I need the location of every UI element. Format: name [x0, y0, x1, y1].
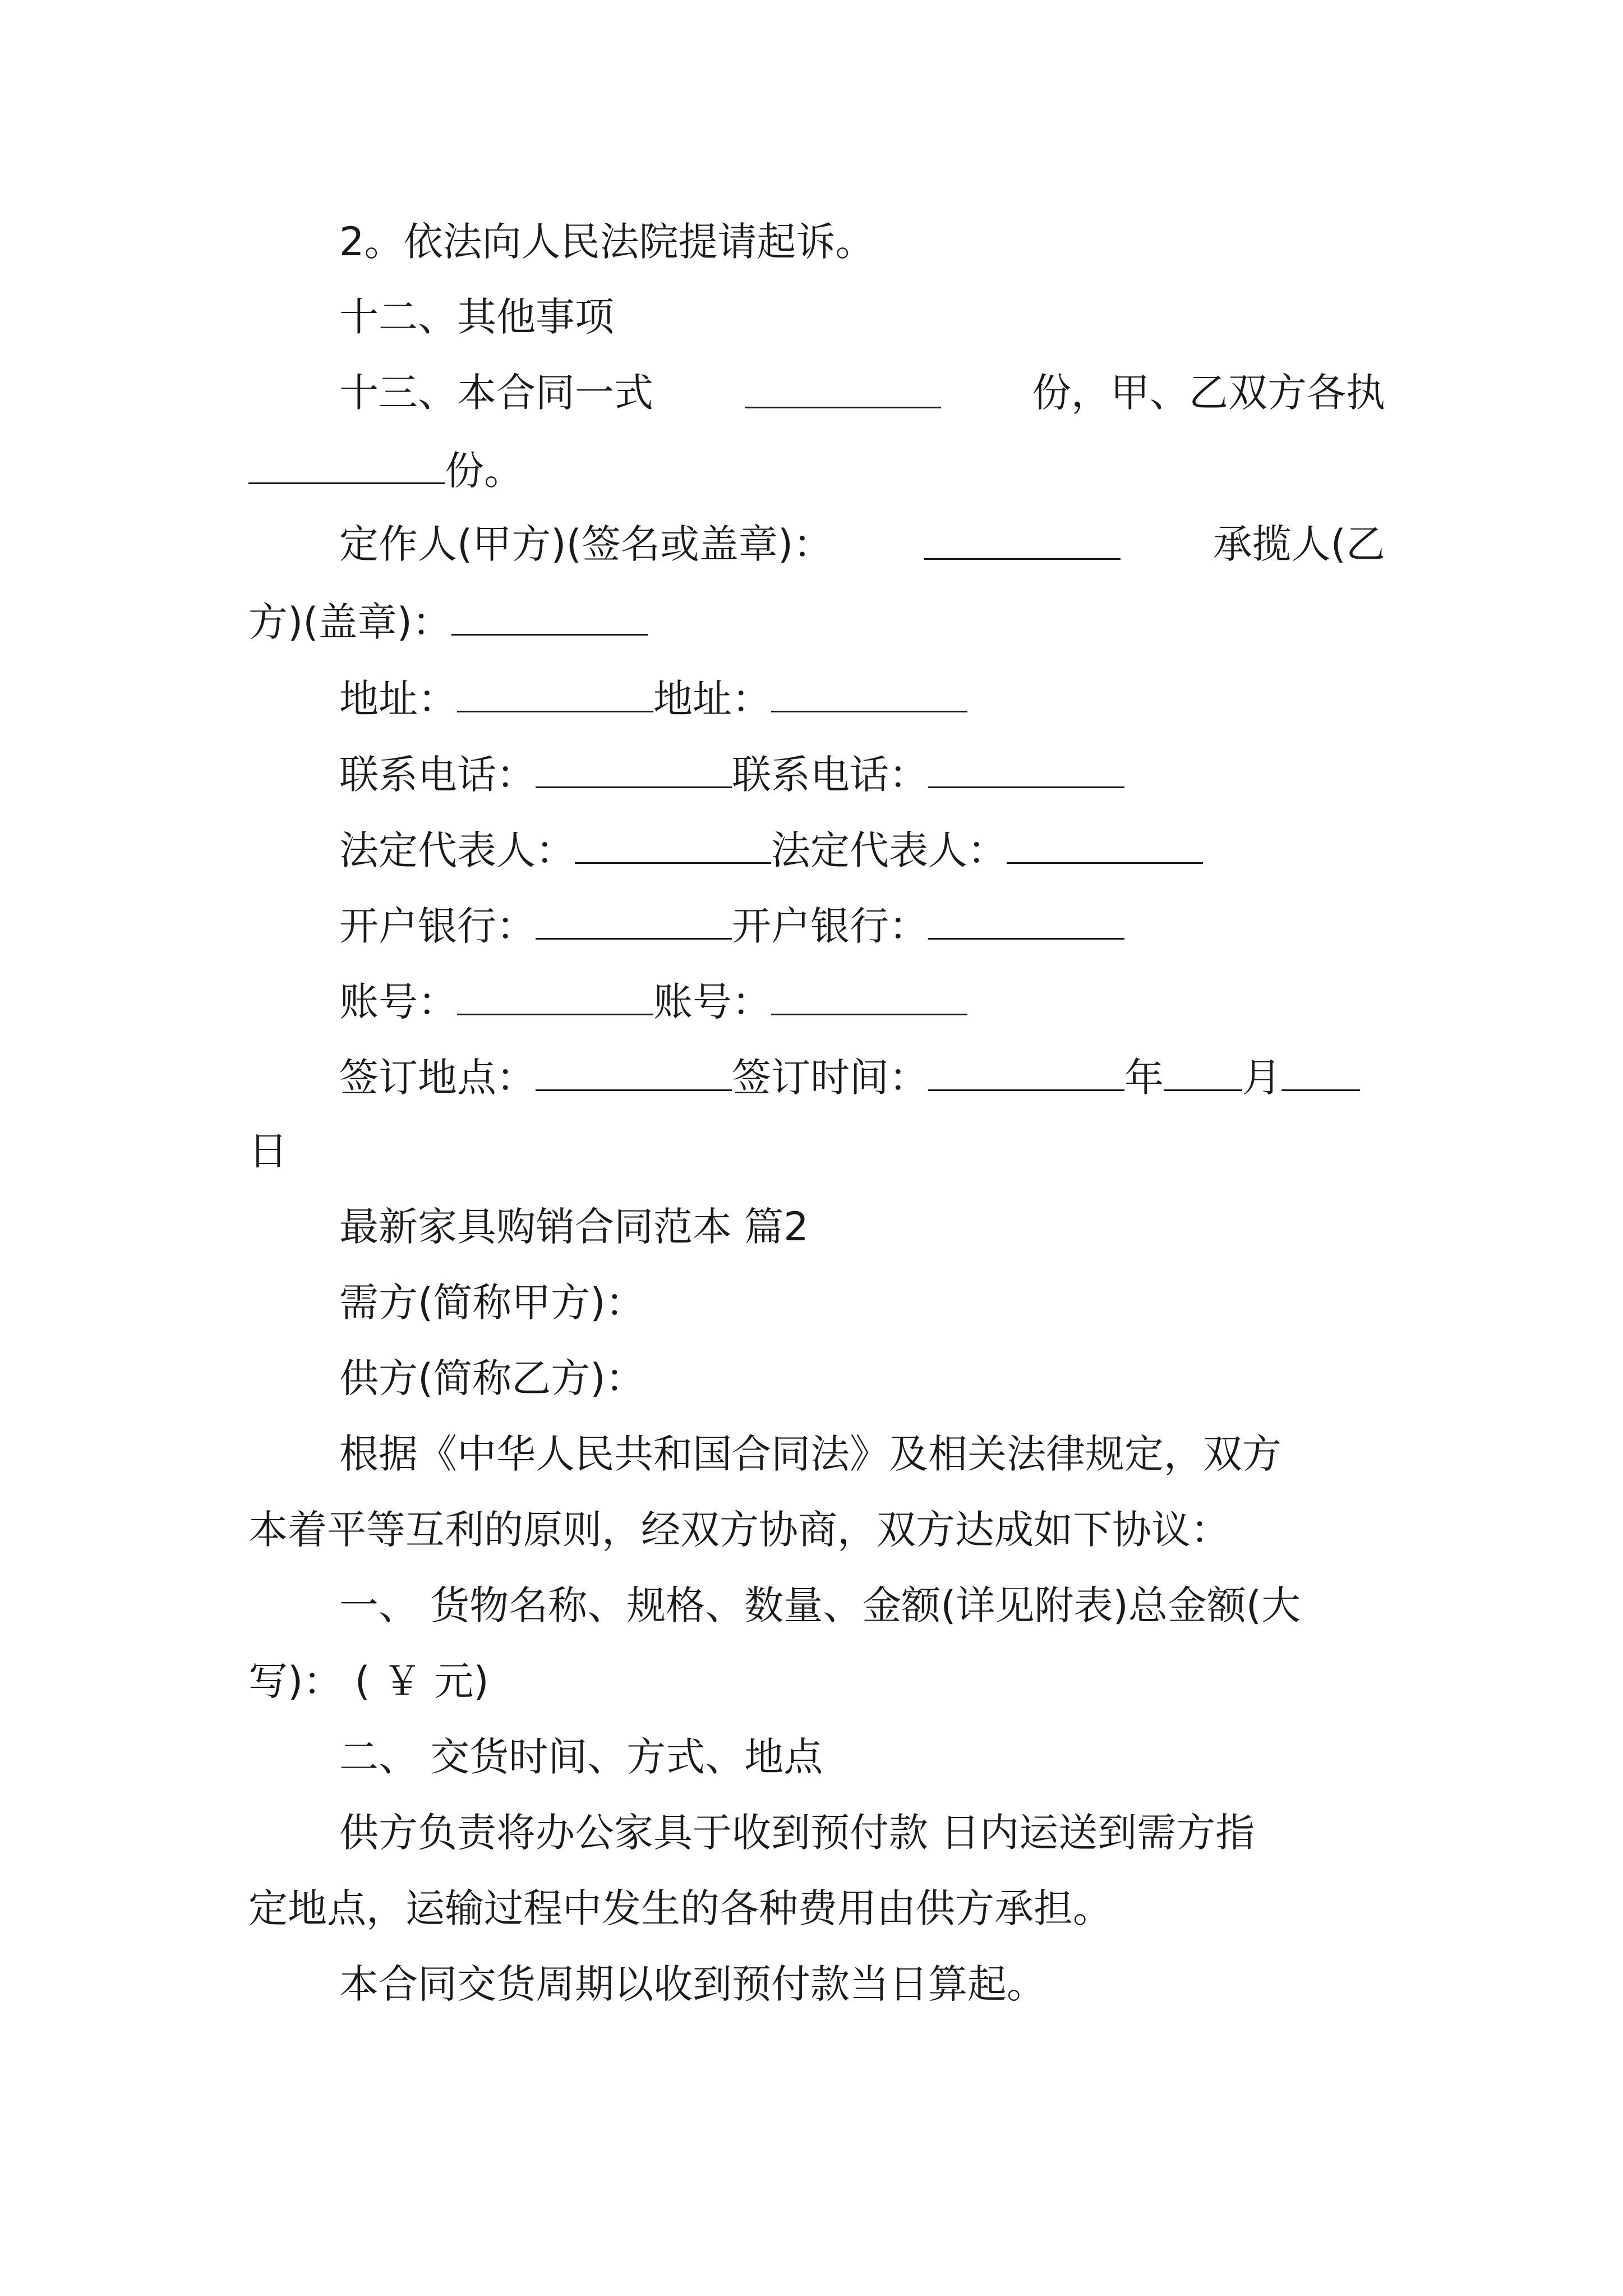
- blank-copies-each[interactable]: [248, 443, 445, 484]
- clause-copies-line: [339, 367, 1385, 418]
- phone-line: [339, 747, 1124, 798]
- blank-address-a[interactable]: [457, 671, 653, 712]
- blank-signing-month[interactable]: [1164, 1050, 1242, 1091]
- text-each-party-holds: 份，甲、乙双方各执: [1032, 370, 1385, 416]
- blank-contractor-seal[interactable]: [451, 595, 648, 636]
- label-seller: 供方(简称乙方)：: [339, 1355, 645, 1401]
- blank-orderer-signature[interactable]: [924, 519, 1121, 560]
- signature-party-line-2: [248, 595, 648, 645]
- text-contractor-seal: 方)(盖章)：: [248, 599, 451, 645]
- address-line: [339, 671, 967, 722]
- blank-address-b[interactable]: [771, 671, 967, 712]
- label-account-a: 账号：: [339, 979, 457, 1025]
- signing-line: [339, 1050, 1360, 1101]
- label-buyer: 需方(简称甲方)：: [339, 1280, 645, 1326]
- blank-signing-place[interactable]: [536, 1050, 732, 1091]
- text-mutual-agreement: 本着平等互利的原则，经双方协商，双方达成如下协议：: [248, 1507, 1230, 1553]
- delivery-cycle-line: [339, 1959, 1046, 2009]
- signature-party-line: [339, 519, 1385, 569]
- text-contract-title-part-2: 最新家具购销合同范本 篇2: [339, 1204, 809, 1250]
- legal-rep-line: [339, 823, 1203, 873]
- text-goods-description: 一、 货物名称、规格、数量、金额(详见附表)总金额(大: [339, 1582, 1301, 1628]
- buyer-line: [339, 1277, 645, 1328]
- label-phone-b: 联系电话：: [732, 752, 928, 798]
- blank-bank-a[interactable]: [536, 899, 732, 940]
- item-1-line-2: [248, 1656, 489, 1706]
- signing-line-2: [248, 1126, 288, 1176]
- text-legal-basis: 根据《中华人民共和国合同法》及相关法律规定，双方: [339, 1431, 1281, 1477]
- label-phone-a: 联系电话：: [339, 752, 536, 798]
- text-dispute-lawsuit: 2。依法向人民法院提请起诉。: [339, 219, 875, 265]
- account-line: [339, 974, 967, 1025]
- label-address-a: 地址：: [339, 676, 457, 722]
- clause-copies-line-2: [248, 443, 523, 494]
- blank-bank-b[interactable]: [928, 899, 1124, 940]
- label-signing-place: 签订地点：: [339, 1055, 536, 1101]
- section-title: [339, 1202, 809, 1252]
- label-bank-a: 开户银行：: [339, 903, 536, 949]
- text-delivery-heading: 二、 交货时间、方式、地点: [339, 1734, 823, 1780]
- text-other-matters: 十二、其他事项: [339, 294, 614, 340]
- label-signing-time: 签订时间：: [732, 1055, 928, 1101]
- delivery-paragraph-line-2: [248, 1883, 1112, 1934]
- blank-account-a[interactable]: [457, 974, 653, 1015]
- bank-line: [339, 899, 1124, 949]
- blank-signing-year[interactable]: [928, 1050, 1124, 1091]
- label-bank-b: 开户银行：: [732, 903, 928, 949]
- blank-copies-total[interactable]: [745, 367, 941, 408]
- label-year: 年: [1124, 1055, 1164, 1101]
- text-contractor-label: 承揽人(乙: [1212, 521, 1385, 567]
- blank-signing-day[interactable]: [1281, 1050, 1360, 1091]
- seller-line: [339, 1353, 645, 1404]
- label-address-b: 地址：: [653, 676, 771, 722]
- blank-account-b[interactable]: [771, 974, 967, 1015]
- item-1-line: [339, 1580, 1385, 1631]
- item-2-heading: [339, 1732, 823, 1782]
- text-delivery-cycle: 本合同交货周期以收到预付款当日算起。: [339, 1961, 1046, 2007]
- text-orderer-signature: 定作人(甲方)(签名或盖章)：: [339, 521, 833, 567]
- text-total-amount: 写)： ( ￥ 元): [248, 1658, 489, 1704]
- text-delivery-terms: 供方负责将办公家具于收到预付款 日内运送到需方指: [339, 1810, 1255, 1856]
- basis-paragraph-line-2: [248, 1504, 1230, 1555]
- label-legal-rep-a: 法定代表人：: [339, 827, 575, 873]
- label-day: 日: [248, 1128, 288, 1174]
- blank-phone-b[interactable]: [928, 747, 1124, 788]
- text-copies-count: 十三、本合同一式: [339, 370, 653, 416]
- delivery-paragraph-line-1: [339, 1807, 1385, 1858]
- text-delivery-costs: 定地点，运输过程中发生的各种费用由供方承担。: [248, 1885, 1112, 1931]
- blank-legal-rep-b[interactable]: [1007, 823, 1203, 864]
- text-copies-suffix: 份。: [445, 448, 523, 494]
- label-month: 月: [1242, 1055, 1281, 1101]
- label-legal-rep-b: 法定代表人：: [771, 827, 1007, 873]
- basis-paragraph-line-1: [339, 1429, 1385, 1479]
- clause-line: [339, 217, 875, 267]
- label-account-b: 账号：: [653, 979, 771, 1025]
- blank-legal-rep-a[interactable]: [575, 823, 771, 864]
- section-heading-12: [339, 292, 614, 342]
- blank-phone-a[interactable]: [536, 747, 732, 788]
